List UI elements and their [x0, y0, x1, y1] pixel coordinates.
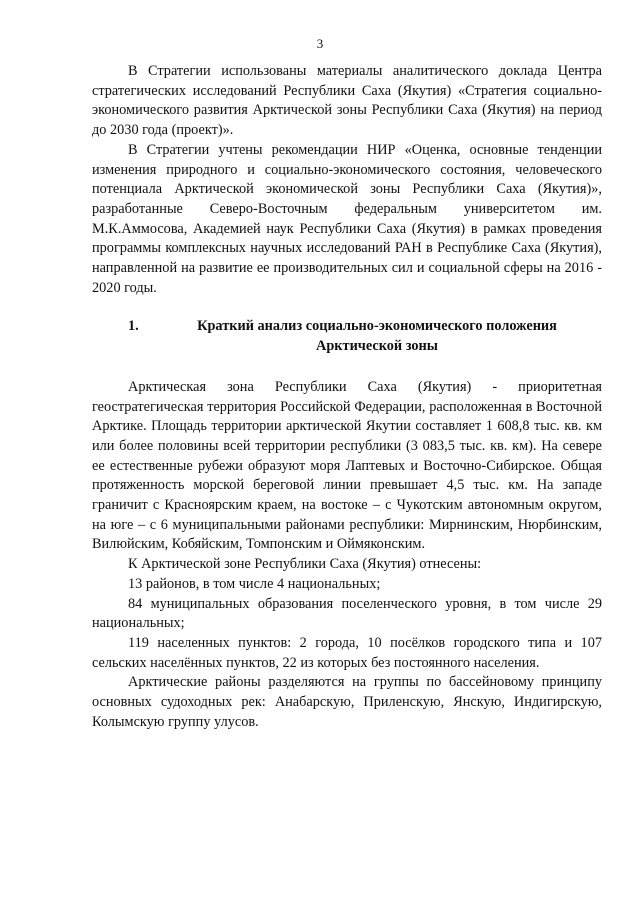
page-number: 3 — [316, 36, 324, 51]
body-paragraph-territory: Арктическая зона Республики Саха (Якутия) - приоритетная геостратегическая территория Российской Федерации, расположенная в Восточной Арктике. Площадь территории арктической Якутии составляет 1 608,8 тыс. кв. км или более половины всей территории республики (3 083,5 тыс. кв. км). На севере ее естественные рубежи образуют моря Лаптевых и Восточно-Сибирское. Общая протяженность морской береговой линии превышает 4,5 тыс. км. На западе граничит с Красноярским краем, на востоке – с Чукотским автономным округом, на юге – с 6 муниципальными районами республики: Мирнинским, Нюрбинским, Вилюйским, Кобяйским, Томпонским и Оймяконским. — [92, 378, 602, 553]
section-number: 1. — [128, 318, 139, 335]
body-paragraph-river-groups: Арктические районы разделяются на группы по бассейновому принципу основных судоходных рек: Анабарскую, Приленскую, Янскую, Индигирскую, Колымскую группу улусов. — [92, 674, 602, 730]
document-body — [92, 62, 602, 733]
section-heading — [92, 317, 602, 356]
section-title-line-2: Арктической зоны — [316, 338, 438, 355]
intro-paragraph-recommendations: В Стратегии учтены рекомендации НИР «Оценка, основные тенденции изменения природного и социально-экономического состояния, человеческого потенциала Арктической экономической зоны Республики Саха (Якутия)», разработанные Северо-Восточным федеральным университетом им. М.К.Аммосова, Академией наук Республики Саха (Якутия) в рамках проведения программы комплексных научных исследований РАН в Республике Саха (Якутия), направленной на развитие ее производительных сил и социальной сферы на 2016 - 2020 годы. — [92, 141, 602, 296]
intro-paragraph-materials: В Стратегии использованы материалы аналитического доклада Центра стратегических исследований Республики Саха (Якутия) «Стратегия социально-экономического развития Арктической зоны Республики Саха (Якутия) на период до 2030 года (проект)». — [92, 63, 602, 139]
body-paragraph-composition: К Арктической зоне Республики Саха (Якутия) отнесены: — [128, 556, 482, 573]
body-paragraph-settlements: 119 населенных пунктов: 2 города, 10 посёлков городского типа и 107 сельских населённых пунктов, 22 из которых без постоянного населения. — [92, 634, 602, 671]
body-paragraph-municipalities: 84 муниципальных образования поселенческого уровня, в том числе 29 национальных; — [92, 595, 602, 632]
section-title-line-1: Краткий анализ социально-экономического положения — [197, 318, 557, 335]
body-paragraph-districts: 13 районов, в том числе 4 национальных; — [128, 575, 381, 592]
